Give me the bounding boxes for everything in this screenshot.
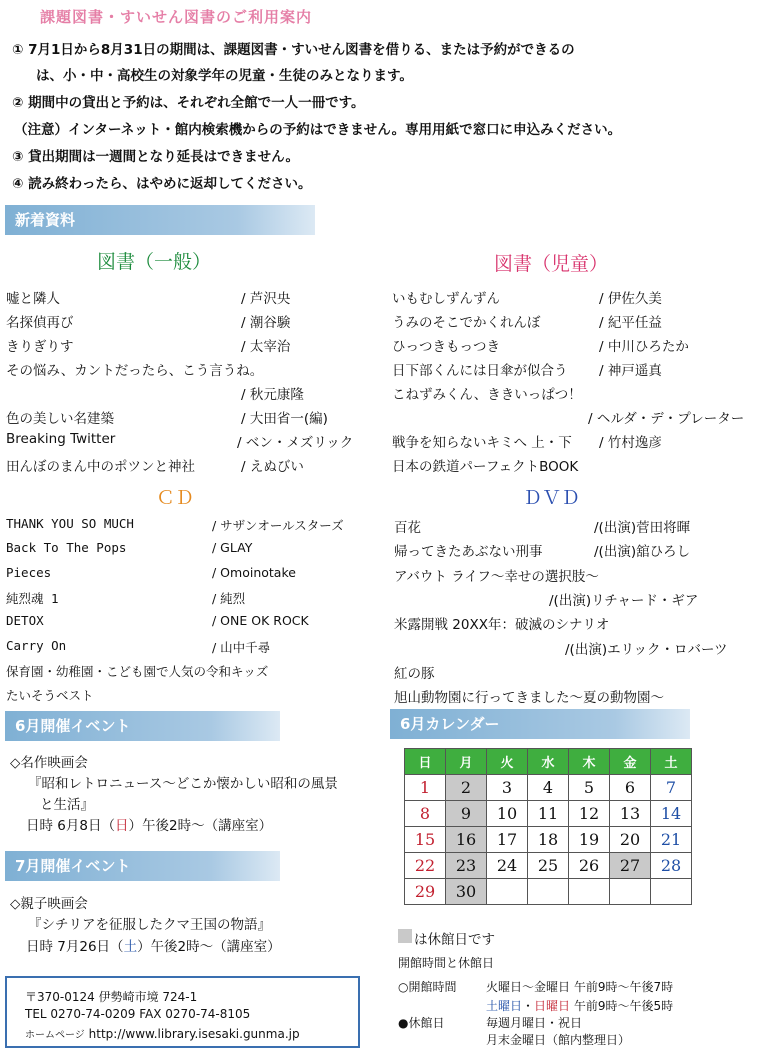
calendar-day: 14 (651, 801, 692, 827)
calendar-week-row (405, 801, 692, 827)
item-title: 戦争を知らないキミへ 上・下 (392, 435, 572, 451)
new-items-title: 新着資料 (15, 211, 76, 229)
july-event-datetime (26, 935, 281, 955)
calendar-day: 30 (446, 879, 487, 905)
new-items-bar (5, 205, 315, 235)
calendar-day: 12 (569, 801, 610, 827)
calendar-day: 7 (651, 775, 692, 801)
calendar-week-row (405, 853, 692, 879)
calendar-title: 6月カレンダー (400, 715, 500, 733)
item-title: 日下部くんには日傘が似合う (392, 363, 568, 379)
item-author: / 秋元康隆 (241, 387, 304, 403)
weekday-header: 木 (569, 749, 610, 775)
item-author: / Omoinotake (212, 564, 296, 580)
item-title: 米露開戦 20XX年：破滅のシナリオ (394, 617, 610, 634)
calendar-day: 9 (446, 801, 487, 827)
item-title: 旭山動物園に行ってきました～夏の動物園～ (394, 690, 664, 707)
notice-item-3: ③ 貸出期間は一週間となり延長はできません。 (12, 149, 299, 165)
july-date-day: 土 (123, 939, 138, 955)
item-title: DETOX (6, 613, 44, 629)
july-date-pre: 日時 7月26日（ (26, 939, 124, 955)
closed-days-line-1: 毎週月曜日・祝日 (486, 1016, 583, 1030)
contact-tel-fax: TEL 0270-74-0209 FAX 0270-74-8105 (25, 1007, 251, 1021)
item-author: /(出演)舘ひろし (594, 544, 691, 561)
june-events-title: 6月開催イベント (15, 717, 131, 735)
calendar-day: 6 (610, 775, 651, 801)
item-title: Carry On (6, 637, 67, 653)
june-event-name: ◇名作映画会 (10, 755, 88, 771)
calendar-day (610, 879, 651, 905)
june-film-title-line-1: 『昭和レトロニュース～どこか懐かしい昭和の風景 (28, 776, 338, 792)
open-hours-label: ○開館時間 (398, 980, 457, 994)
calendar-day: 8 (405, 801, 446, 827)
notice-item-1-line-1: ① 7月1日から8月31日の期間は、課題図書・すいせん図書を借りる、または予約ができるの (12, 42, 575, 58)
calendar-day: 10 (487, 801, 528, 827)
item-title: 帰ってきたあぶない刑事 (394, 544, 543, 561)
books-general-heading: 図書（一般） (97, 251, 212, 273)
open-hours-weekend (486, 997, 673, 1014)
calendar-day: 25 (528, 853, 569, 879)
item-title: Back To The Pops (6, 540, 127, 556)
calendar-day: 19 (569, 827, 610, 853)
june-date-pre: 日時 6月8日（ (26, 818, 115, 834)
item-author: / えぬびい (241, 459, 304, 475)
calendar-day (651, 879, 692, 905)
calendar-day: 3 (487, 775, 528, 801)
item-title: 田んぼのまん中のポツンと神社 (6, 459, 195, 475)
closed-legend-text: は休館日です (414, 932, 495, 948)
calendar-day: 4 (528, 775, 569, 801)
item-title: 純烈魂 1 (6, 590, 59, 606)
calendar-day: 29 (405, 879, 446, 905)
calendar-day: 23 (446, 853, 487, 879)
notice-caution: （注意）インターネット・館内検索機からの予約はできません。専用用紙で窓口に申込みください。 (14, 122, 622, 138)
calendar-day: 11 (528, 801, 569, 827)
item-author: / 伊佐久美 (599, 291, 662, 307)
calendar-day: 5 (569, 775, 610, 801)
item-title: いもむしずんずん (392, 291, 500, 307)
item-title: こねずみくん、ききいっぱつ！ (392, 387, 582, 403)
open-sat-label: 土曜日 (486, 999, 523, 1013)
notice-title: 課題図書・すいせん図書のご利用案内 (40, 8, 313, 26)
item-title: 嘘と隣人 (6, 291, 60, 307)
item-author: / 山中千尋 (212, 639, 271, 655)
calendar-day: 15 (405, 827, 446, 853)
closed-legend-swatch (398, 929, 412, 943)
calendar-day: 13 (610, 801, 651, 827)
item-title: アバウト ライフ～幸せの選択肢～ (394, 568, 599, 585)
calendar-day: 28 (651, 853, 692, 879)
item-title: Breaking Twitter (6, 431, 116, 447)
open-weekend-time: 午前9時～午後5時 (570, 999, 674, 1013)
item-title: きりぎりす (6, 339, 74, 355)
calendar-day: 22 (405, 853, 446, 879)
calendar-header-row (405, 749, 692, 775)
item-title: 保育園・幼稚園・こども園で人気の令和キッズ (6, 663, 269, 679)
item-title: 百花 (394, 520, 421, 536)
item-author: / ONE OK ROCK (212, 613, 309, 629)
july-events-title: 7月開催イベント (15, 857, 131, 875)
june-date-day: 日 (114, 818, 129, 834)
contact-box (5, 976, 360, 1048)
item-title: その悩み、カントだったら、こう言うね。 (6, 363, 264, 379)
item-author: / 紀平任益 (599, 315, 662, 331)
contact-homepage (25, 1026, 300, 1041)
item-title: うみのそこでかくれんぼ (392, 315, 541, 331)
weekday-header: 月 (446, 749, 487, 775)
calendar-bar (390, 709, 690, 739)
calendar-day: 17 (487, 827, 528, 853)
item-author: /(出演)菅田将暉 (594, 520, 691, 536)
item-author: / 純烈 (212, 590, 246, 606)
open-hours-weekday: 火曜日～金曜日 午前9時～午後7時 (486, 980, 674, 994)
weekday-header: 水 (528, 749, 569, 775)
weekday-header: 火 (487, 749, 528, 775)
contact-postal: 〒370-0124 伊勢崎市境 724-1 (25, 990, 198, 1004)
calendar-day: 27 (610, 853, 651, 879)
calendar-day (487, 879, 528, 905)
calendar-day: 1 (405, 775, 446, 801)
calendar-day (528, 879, 569, 905)
item-title: Pieces (6, 564, 52, 580)
calendar-day: 24 (487, 853, 528, 879)
weekday-header: 土 (651, 749, 692, 775)
july-events-bar (5, 851, 280, 881)
open-dot: ・ (522, 999, 535, 1013)
notice-item-2: ② 期間中の貸出と予約は、それぞれ全館で一人一冊です。 (12, 95, 365, 111)
calendar-week-row (405, 775, 692, 801)
homepage-label: ホームページ (25, 1030, 85, 1041)
item-author: / 潮谷験 (241, 315, 291, 331)
cd-heading: ＣＤ (156, 487, 195, 509)
books-children-heading: 図書（児童） (494, 253, 609, 275)
weekday-header: 金 (610, 749, 651, 775)
calendar-day: 21 (651, 827, 692, 853)
closed-days-label: ●休館日 (398, 1016, 445, 1030)
item-author: / 大田省一(編) (241, 411, 328, 427)
june-film-title-line-2: と生活』 (40, 797, 94, 813)
item-title: 色の美しい名建築 (6, 411, 114, 427)
june-events-bar (5, 711, 280, 741)
item-author: / 芦沢央 (241, 291, 291, 307)
homepage-url[interactable]: http://www.library.isesaki.gunma.jp (88, 1027, 300, 1041)
calendar-day: 2 (446, 775, 487, 801)
calendar-week-row (405, 879, 692, 905)
item-author: / サザンオールスターズ (212, 518, 344, 533)
weekday-header: 日 (405, 749, 446, 775)
item-author: / 太宰治 (241, 339, 291, 355)
july-event-name: ◇親子映画会 (10, 896, 88, 912)
item-title: 名探偵再び (6, 315, 74, 331)
closed-days-line-2: 月末金曜日（館内整理日） (486, 1033, 631, 1047)
item-author: / 神戸遥真 (599, 363, 662, 379)
calendar-week-row (405, 827, 692, 853)
item-author: / 中川ひろたか (599, 339, 689, 355)
june-event-datetime (26, 814, 272, 834)
calendar-day: 26 (569, 853, 610, 879)
open-sun-label: 日曜日 (534, 999, 571, 1013)
item-author: / ヘルダ・デ・プレーター (588, 411, 745, 427)
item-title: 日本の鉄道パーフェクトBOOK (392, 459, 579, 475)
dvd-heading: ＤＶＤ (523, 487, 581, 509)
calendar-day: 18 (528, 827, 569, 853)
item-title: 紅の豚 (394, 665, 435, 682)
notice-item-4: ④ 読み終わったら、はやめに返却してください。 (12, 176, 312, 192)
hours-title: 開館時間と休館日 (398, 956, 495, 970)
june-date-post: ）午後2時～（講座室） (128, 818, 273, 834)
item-author: / 竹村逸彦 (599, 435, 662, 451)
july-film-title: 『シチリアを征服したクマ王国の物語』 (28, 917, 271, 933)
item-author: / ベン・メズリック (237, 435, 354, 451)
calendar-day (569, 879, 610, 905)
item-author: / GLAY (212, 540, 253, 556)
item-author: /(出演)エリック・ロバーツ (565, 641, 728, 658)
calendar-table (404, 748, 692, 905)
item-author: /(出演)リチャード・ギア (549, 592, 699, 609)
notice-item-1-line-2: は、小・中・高校生の対象学年の児童・生徒のみとなります。 (36, 68, 413, 84)
item-title: たいそうベスト (6, 688, 94, 704)
july-date-post: ）午後2時～（講座室） (137, 939, 281, 955)
calendar-day: 20 (610, 827, 651, 853)
item-title: THANK YOU SO MUCH (6, 516, 134, 531)
calendar-day: 16 (446, 827, 487, 853)
item-title: ひっつきもっつき (392, 339, 500, 355)
